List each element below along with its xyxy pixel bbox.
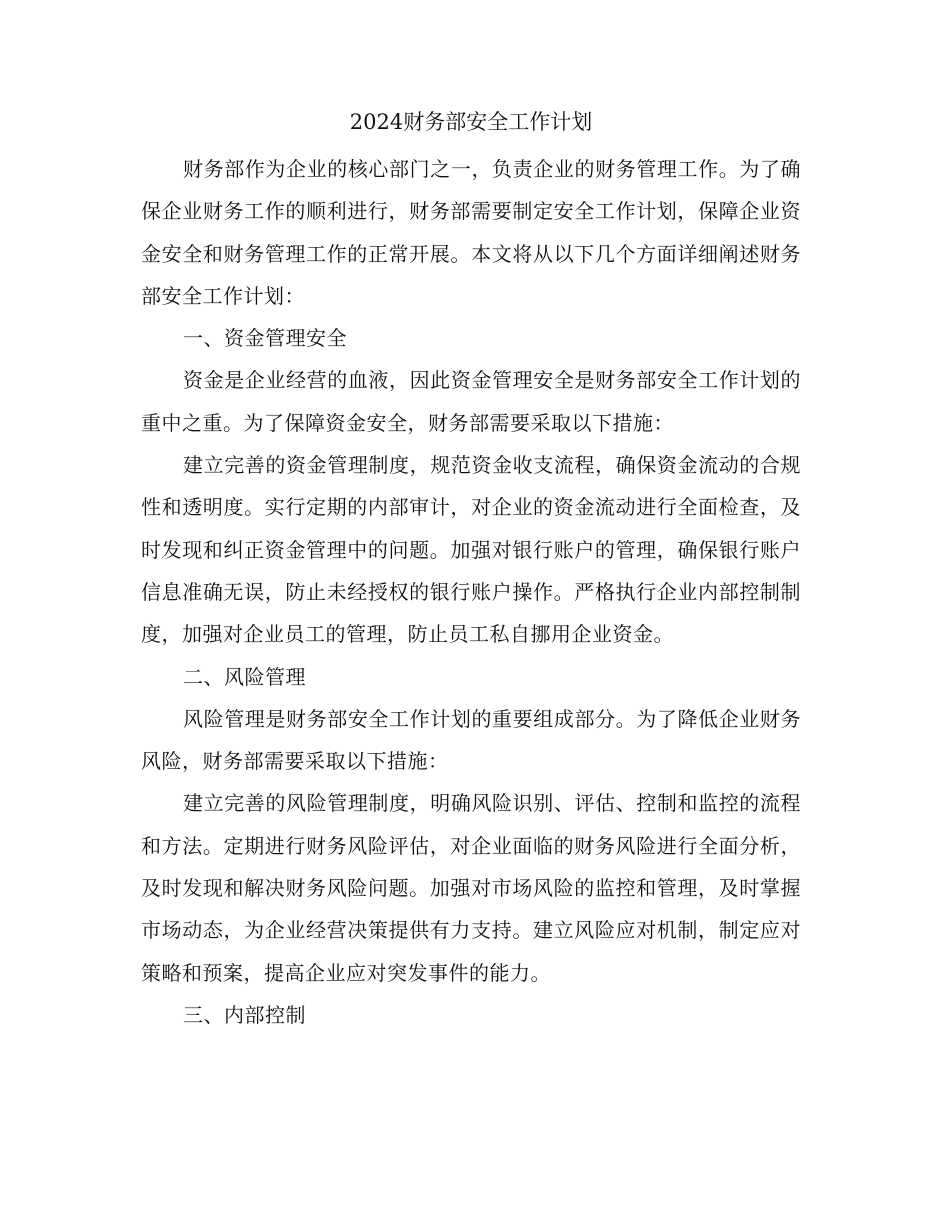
section-heading-risk: 二、风险管理 [183, 664, 306, 689]
funds-intro-paragraph: 资金是企业经营的血液，因此资金管理安全是财务部安全工作计划的重中之重。为了保障资金安全，财务部需要采取以下措施： [141, 368, 801, 435]
section-heading-internal-control: 三、内部控制 [183, 1002, 306, 1027]
document-page [141, 106, 801, 1036]
document-title: 2024财务部安全工作计划 [349, 110, 593, 134]
risk-intro-paragraph: 风险管理是财务部安全工作计划的重要组成部分。为了降低企业财务风险，财务部需要采取以下措施： [141, 706, 801, 774]
risk-measures-paragraph: 建立完善的风险管理制度，明确风险识别、评估、控制和监控的流程和方法。定期进行财务风险评估，对企业面临的财务风险进行全面分析，及时发现和解决财务风险问题。加强对市场风险的监控和管理，及时掌握市场动态，为企业经营决策提供有力支持。建立风险应对机制，制定应对策略和预案，提高企业应对突发事件的能力。 [141, 791, 801, 985]
section-heading-funds: 一、资金管理安全 [183, 326, 347, 351]
funds-measures-paragraph: 建立完善的资金管理制度，规范资金收支流程，确保资金流动的合规性和透明度。实行定期的内部审计，对企业的资金流动进行全面检查，及时发现和纠正资金管理中的问题。加强对银行账户的管理，确保银行账户信息准确无误，防止未经授权的银行账户操作。严格执行企业内部控制制度，加强对企业员工的管理，防止员工私自挪用企业资金。 [141, 453, 801, 647]
intro-paragraph: 财务部作为企业的核心部门之一，负责企业的财务管理工作。为了确保企业财务工作的顺利进行，财务部需要制定安全工作计划，保障企业资金安全和财务管理工作的正常开展。本文将从以下几个方面详细阐述财务部安全工作计划： [141, 157, 801, 308]
